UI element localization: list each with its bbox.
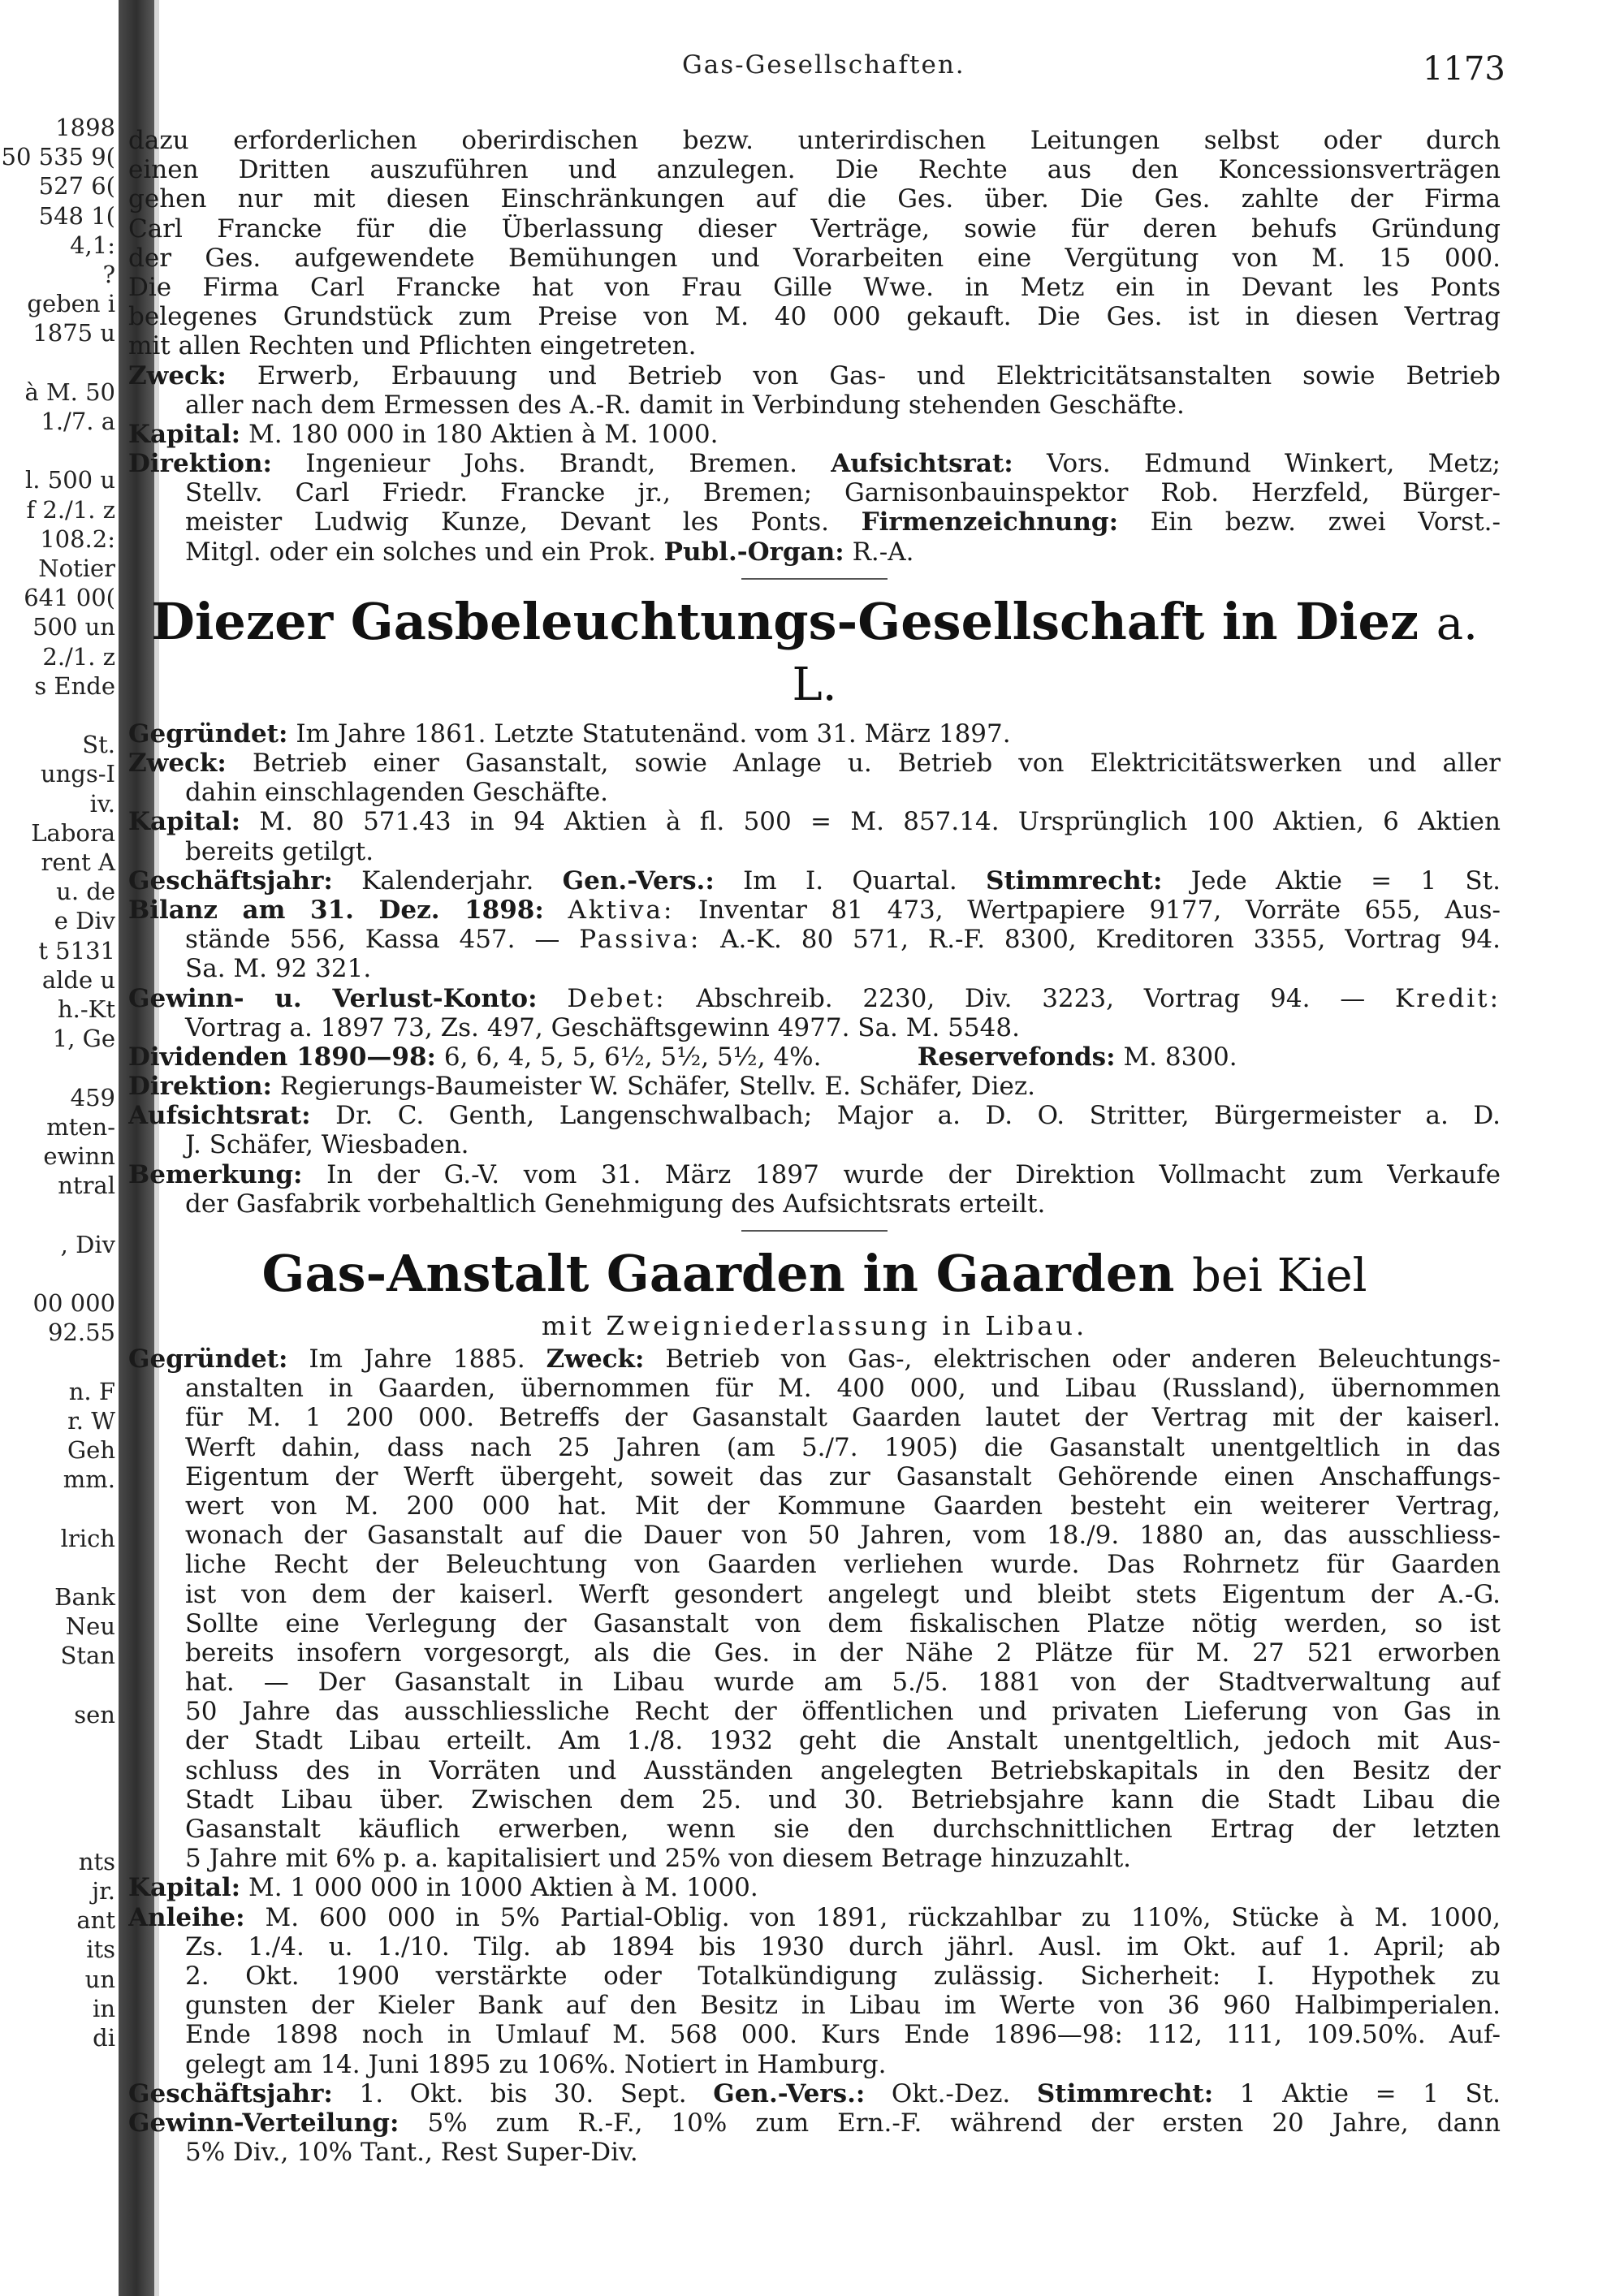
kapital-line xyxy=(128,807,1501,836)
facing-page-margin xyxy=(0,114,122,2257)
direktion-label: Direktion: xyxy=(128,449,272,479)
text-line: Eigentum der Werft übergeht, soweit das zur Gasanstalt Gehörende einen Anschaffungs- xyxy=(185,1461,1501,1491)
direktion-line xyxy=(128,449,1501,478)
section-divider xyxy=(741,578,888,580)
dividenden-label: Dividenden 1890—98: xyxy=(128,1042,436,1072)
facing-page-fragment: 108.2: xyxy=(40,524,115,553)
text-segment: Kalenderjahr. xyxy=(361,865,534,896)
text-line: der Stadt Libau erteilt. Am 1./8. 1932 geht die Anstalt unentgeltlich, jedoch mit Aus- xyxy=(185,1726,1501,1756)
reservefonds-label: Reservefonds: xyxy=(917,1042,1116,1072)
text-segment: Im Jahre 1885. xyxy=(309,1344,525,1374)
facing-page-fragment: lrich xyxy=(60,1524,115,1552)
text-line: aller nach dem Ermessen des A.-R. damit in Verbindung stehenden Geschäfte. xyxy=(185,390,1185,420)
facing-page-fragment: 50 535 9( xyxy=(1,143,115,171)
bemerkung-line xyxy=(128,1160,1501,1189)
company-title xyxy=(128,593,1501,714)
text-line xyxy=(128,507,1501,537)
facing-page-fragment: ungs-I xyxy=(40,760,115,788)
bilanz-line xyxy=(128,896,1501,925)
company-subtitle: mit Zweigniederlassung in Libau. xyxy=(541,1310,1088,1341)
bemerkung-label: Bemerkung: xyxy=(128,1159,303,1189)
company-title xyxy=(128,1245,1501,1306)
kapital-label: Kapital: xyxy=(128,1873,241,1903)
text-segment: M. 600 000 in 5% Partial-Oblig. von 1891, rückzahlbar zu 110%, Stücke à M. 1000, xyxy=(265,1902,1501,1932)
aufsichtsrat-label: Aufsichtsrat: xyxy=(128,1101,311,1131)
facing-page-fragment: ant xyxy=(76,1906,115,1935)
text-segment: Betrieb von Gas-, elektrischen oder anderen Beleuchtungs- xyxy=(665,1344,1501,1374)
facing-page-fragment: Bank xyxy=(54,1583,115,1611)
aktiva-label: Aktiva: xyxy=(568,895,675,925)
facing-page-fragment: di xyxy=(93,2024,115,2052)
text-segment: Mitgl. oder ein solches und ein Prok. xyxy=(185,537,656,567)
firmenzeichnung-label: Firmenzeichnung: xyxy=(861,507,1119,537)
facing-page-fragment: s Ende xyxy=(34,671,115,700)
text-line xyxy=(128,925,1501,954)
direktion-label: Direktion: xyxy=(128,1072,272,1102)
text-segment: stände 556, Kassa 457. — xyxy=(185,925,560,955)
facing-page-fragment: 1875 u xyxy=(32,319,115,347)
aufsichtsrat-text: Vors. Edmund Winkert, Metz; xyxy=(1047,449,1501,479)
anleihe-line xyxy=(128,1903,1501,1932)
text-line: bereits getilgt. xyxy=(185,836,374,866)
text-line: 50 Jahre das ausschliessliche Recht der öffentlichen und privaten Lieferung von Gas in xyxy=(185,1697,1501,1727)
facing-page-fragment: n. F xyxy=(68,1377,115,1405)
guv-line xyxy=(128,984,1501,1013)
main-text-column xyxy=(128,126,1501,2167)
facing-page-fragment: ntral xyxy=(58,1172,115,1200)
text-line: J. Schäfer, Wiesbaden. xyxy=(185,1130,469,1160)
text-line: gunsten der Kieler Bank auf den Besitz in Libau im Werte von 36 960 Halbimperialen. xyxy=(185,1991,1501,2021)
genvers-label: Gen.-Vers.: xyxy=(713,2078,866,2108)
text-segment: meister Ludwig Kunze, Devant les Ponts. xyxy=(185,507,830,537)
text-line: hat. — Der Gasanstalt in Libau wurde am 5./5. 1881 von der Stadtverwaltung auf xyxy=(185,1668,1501,1698)
stimmrecht-label: Stimmrecht: xyxy=(1036,2078,1214,2108)
facing-page-fragment: u. de xyxy=(56,878,115,906)
passiva-label: Passiva: xyxy=(579,925,702,955)
running-header: Gas-Gesellschaften. xyxy=(682,50,965,80)
text-segment: Abschreib. 2230, Div. 3223, Vortrag 94. — xyxy=(696,983,1366,1013)
facing-page-fragment: t 5131 xyxy=(38,936,115,965)
kapital-label: Kapital: xyxy=(128,419,241,449)
gegruendet-line xyxy=(128,719,1501,749)
gegruendet-line xyxy=(128,1344,1501,1374)
facing-page-fragment: rent A xyxy=(41,848,115,876)
dividenden-line xyxy=(128,1042,1501,1072)
facing-page-fragment: 527 6( xyxy=(38,172,115,201)
facing-page-fragment: nts xyxy=(78,1847,115,1875)
facing-page-fragment: , Div xyxy=(60,1230,115,1258)
text-segment: Jede Aktie = 1 St. xyxy=(1190,865,1501,896)
text-line: mit allen Rechten und Pflichten eingetreten. xyxy=(128,331,697,361)
text-line: dazu erforderlichen oberirdischen bezw. unterirdischen Leitungen selbst oder durch xyxy=(128,126,1501,155)
previous-entry xyxy=(128,126,1501,567)
kapital-line xyxy=(128,1873,1501,1902)
text-line: 5 Jahre mit 6% p. a. kapitalisiert und 25% von diesem Betrage hinzuzahlt. xyxy=(185,1844,1132,1874)
text-line: Sollte eine Verlegung der Gasanstalt von dem fiskalischen Platze nötig werden, so ist xyxy=(185,1608,1501,1638)
direktion-line xyxy=(128,1072,1501,1101)
facing-page-fragment: geben i xyxy=(27,290,115,318)
text-segment: Dr. C. Genth, Langenschwalbach; Major a. D. O. Stritter, Bürgermeister a. D. xyxy=(335,1101,1501,1131)
company-title-suffix: bei Kiel xyxy=(1192,1249,1367,1302)
facing-page-fragment: 641 00( xyxy=(24,584,115,612)
geschaeftsjahr-line xyxy=(128,866,1501,896)
facing-page-fragment: 1, Ge xyxy=(52,1025,115,1053)
entry-diez xyxy=(128,593,1501,1219)
text-line: schluss des in Vorräten und Ausständen angelegten Betriebskapitals in den Besitz der xyxy=(185,1755,1501,1785)
aufsichtsrat-line xyxy=(128,1101,1501,1130)
facing-page-fragment: mm. xyxy=(63,1465,115,1494)
text-line: gelegt am 14. Juni 1895 zu 106%. Notiert in Hamburg. xyxy=(185,2049,887,2079)
kapital-text: M. 80 571.43 in 94 Aktien à fl. 500 = M. 857.14. Ursprünglich 100 Aktien, 6 Aktien xyxy=(259,807,1501,837)
kapital-line xyxy=(128,420,1501,449)
facing-page-fragment: mten- xyxy=(46,1112,115,1141)
text-segment: Im I. Quartal. xyxy=(743,865,957,896)
facing-page-fragment: alde u xyxy=(41,965,115,994)
text-line: Sa. M. 92 321. xyxy=(185,954,372,984)
section-divider xyxy=(741,1230,888,1232)
text-line: für M. 1 200 000. Betreffs der Gasanstalt Gaarden lautet der Vertrag mit der kaiserl. xyxy=(185,1403,1501,1433)
text-segment: 1 Aktie = 1 St. xyxy=(1239,2078,1501,2108)
bilanz-label: Bilanz am 31. Dez. 1898: xyxy=(128,895,544,925)
gewinn-verteilung-line xyxy=(128,2108,1501,2138)
geschaeftsjahr-label: Geschäftsjahr: xyxy=(128,865,333,896)
facing-page-fragment: 00 000 xyxy=(32,1289,115,1317)
anleihe-label: Anleihe: xyxy=(128,1902,245,1932)
facing-page-fragment: 500 un xyxy=(32,613,115,641)
facing-page-fragment: jr. xyxy=(92,1877,115,1905)
facing-page-fragment: l. 500 u xyxy=(25,466,115,494)
text-line: Stellv. Carl Friedr. Francke jr., Bremen; Garnisonbauinspektor Rob. Herzfeld, Bürger- xyxy=(185,478,1501,508)
text-line: 5% Div., 10% Tant., Rest Super-Div. xyxy=(185,2138,638,2168)
text-line: Die Firma Carl Francke hat von Frau Gille Wwe. in Metz ein in Devant les Ponts xyxy=(128,272,1501,302)
text-line: der Gasfabrik vorbehaltlich Genehmigung des Aufsichtsrats erteilt. xyxy=(185,1189,1046,1219)
facing-page-fragment: 459 xyxy=(70,1083,115,1111)
kredit-label: Kredit: xyxy=(1395,983,1501,1013)
zweck-text: Erwerb, Erbauung und Betrieb von Gas- und Elektricitätsanstalten sowie Betrieb xyxy=(257,360,1501,391)
zweck-text: Betrieb einer Gasanstalt, sowie Anlage u. Betrieb von Elektricitätswerken und aller xyxy=(252,749,1501,778)
text-segment: A.-K. 80 571, R.-F. 8300, Kreditoren 3355, Vortrag 94. xyxy=(720,925,1501,955)
gegruendet-label: Gegründet: xyxy=(128,719,288,749)
stimmrecht-label: Stimmrecht: xyxy=(986,865,1163,896)
text-line: Werft dahin, dass nach 25 Jahren (am 5./7. 1905) die Gasanstalt unentgeltlich in das xyxy=(185,1432,1501,1462)
genvers-label: Gen.-Vers.: xyxy=(562,865,715,896)
guv-label: Gewinn- u. Verlust-Konto: xyxy=(128,983,538,1013)
text-line: bereits insofern vorgesorgt, als die Ges. in der Nähe 2 Plätze für M. 27 521 erworben xyxy=(185,1638,1501,1668)
text-line: gehen nur mit diesen Einschränkungen auf die Ges. über. Die Ges. zahlte der Firma xyxy=(128,184,1501,214)
kapital-label: Kapital: xyxy=(128,807,241,837)
text-line: Zs. 1./4. u. 1./10. Tilg. ab 1894 bis 1930 durch jährl. Ausl. im Okt. auf 1. April; ab xyxy=(185,1931,1501,1962)
zweck-line xyxy=(128,749,1501,778)
direktion-text: Ingenieur Johs. Brandt, Bremen. xyxy=(305,449,797,479)
facing-page-fragment: 92.55 xyxy=(47,1318,115,1347)
facing-page-fragment: 1898 xyxy=(55,114,115,141)
text-line: dahin einschlagenden Geschäfte. xyxy=(185,778,609,808)
zweck-label: Zweck: xyxy=(128,360,227,391)
facing-page-fragment: e Div xyxy=(54,907,115,935)
facing-page-fragment: ewinn xyxy=(43,1142,115,1170)
zweck-line xyxy=(128,361,1501,391)
aufsichtsrat-label: Aufsichtsrat: xyxy=(831,449,1013,479)
text-segment: Okt.-Dez. xyxy=(891,2078,1011,2108)
facing-page-fragment: à M. 50 xyxy=(24,378,115,406)
text-segment: 1. Okt. bis 30. Sept. xyxy=(359,2078,687,2108)
text-segment: In der G.-V. vom 31. März 1897 wurde der Direktion Vollmacht zum Verkaufe xyxy=(326,1159,1501,1189)
kapital-text: M. 180 000 in 180 Aktien à M. 1000. xyxy=(248,419,719,449)
facing-page-fragment: Stan xyxy=(60,1642,115,1670)
facing-page-fragment: Geh xyxy=(67,1436,115,1464)
zweck-label: Zweck: xyxy=(128,749,227,778)
company-title-suffix: a. L. xyxy=(792,597,1478,711)
facing-page-fragment: iv. xyxy=(89,789,115,818)
facing-page-fragment: r. W xyxy=(67,1406,115,1435)
gewinn-verteilung-label: Gewinn-Verteilung: xyxy=(128,2108,400,2138)
facing-page-fragment: 4,1: xyxy=(70,231,115,259)
debet-label: Debet: xyxy=(567,983,667,1013)
company-title-main: Gas-Anstalt Gaarden in Gaarden xyxy=(261,1244,1175,1303)
text-line: 2. Okt. 1900 verstärkte oder Totalkündigung zulässig. Sicherheit: I. Hypothek zu xyxy=(185,1961,1501,1991)
text-line xyxy=(128,537,1501,567)
text-line: Stadt Libau über. Zwischen dem 25. und 30. Betriebsjahre kann die Stadt Libau die xyxy=(185,1785,1501,1815)
facing-page-fragment: ? xyxy=(102,261,115,288)
gegruendet-label: Gegründet: xyxy=(128,1344,288,1374)
facing-page-fragment: 2./1. z xyxy=(42,642,115,671)
text-line: Gasanstalt käuflich erwerben, wenn sie den durchschnittlichen Ertrag der letzten xyxy=(185,1815,1501,1844)
text-segment: R.-A. xyxy=(852,537,914,567)
page-number: 1173 xyxy=(1423,50,1505,88)
facing-page-fragment: Neu xyxy=(65,1612,115,1641)
facing-page-fragment: sen xyxy=(74,1700,115,1728)
facing-page-fragment: Notier xyxy=(38,555,115,582)
geschaeftsjahr-label: Geschäftsjahr: xyxy=(128,2078,333,2108)
facing-page-fragment: its xyxy=(86,1936,115,1964)
gegruendet-text: Im Jahre 1861. Letzte Statutenänd. vom 31. März 1897. xyxy=(296,719,1011,749)
text-line: Vortrag a. 1897 73, Zs. 497, Geschäftsgewinn 4977. Sa. M. 5548. xyxy=(185,1012,1020,1042)
facing-page-fragment: in xyxy=(93,1994,115,2022)
text-segment: Regierungs-Baumeister W. Schäfer, Stellv. E. Schäfer, Diez. xyxy=(279,1072,1036,1102)
facing-page-fragment: 1./7. a xyxy=(41,408,115,435)
text-line: der Ges. aufgewendete Bemühungen und Vorarbeiten eine Vergütung von M. 15 000. xyxy=(128,243,1501,273)
text-line: wonach der Gasanstalt auf die Dauer von 50 Jahren, vom 18./9. 1880 an, das ausschliess- xyxy=(185,1521,1501,1551)
facing-page-fragment: St. xyxy=(82,731,115,759)
text-segment: Ein bezw. zwei Vorst.- xyxy=(1150,507,1501,537)
facing-page-fragment: h.-Kt xyxy=(57,995,115,1023)
text-line: liche Recht der Beleuchtung von Gaarden verliehen wurde. Das Rohrnetz für Gaarden xyxy=(185,1550,1501,1580)
facing-page-fragment: Labora xyxy=(31,818,115,847)
text-line: Ende 1898 noch in Umlauf M. 568 000. Kurs Ende 1896—98: 112, 111, 109.50%. Auf- xyxy=(185,2020,1501,2050)
publ-organ-label: Publ.-Organ: xyxy=(663,537,844,567)
text-line: einen Dritten auszuführen und anzulegen. Die Rechte aus den Koncessionsverträgen xyxy=(128,155,1501,185)
text-segment: Inventar 81 473, Wertpapiere 9177, Vorräte 655, Aus- xyxy=(698,895,1501,925)
text-line: anstalten in Gaarden, übernommen für M. 400 000, und Libau (Russland), übernommen xyxy=(185,1374,1501,1404)
facing-page-fragment: 548 1( xyxy=(38,201,115,230)
company-title-main: Diezer Gasbeleuchtungs-Gesellschaft in Diez xyxy=(151,591,1419,651)
text-line: belegenes Grundstück zum Preise von M. 40 000 gekauft. Die Ges. ist in diesen Vertrag xyxy=(128,302,1501,332)
entry-gaarden xyxy=(128,1245,1501,2167)
geschaeftsjahr-line xyxy=(128,2079,1501,2108)
text-segment: 6, 6, 4, 5, 5, 6½, 5½, 5½, 4%. xyxy=(443,1042,822,1072)
facing-page-fragment: un xyxy=(84,1965,115,1993)
text-line: Carl Francke für die Überlassung dieser Verträge, sowie für deren behufs Gründung xyxy=(128,214,1501,244)
text-line: ist von dem der kaiserl. Werft gesondert angelegt und bleibt stets Eigentum der A.-G. xyxy=(185,1579,1501,1609)
facing-page-fragment: f 2./1. z xyxy=(26,495,115,524)
text-segment: M. 1 000 000 in 1000 Aktien à M. 1000. xyxy=(248,1873,758,1903)
zweck-label: Zweck: xyxy=(546,1344,645,1374)
text-line: wert von M. 200 000 hat. Mit der Kommune Gaarden besteht ein weiterer Vertrag, xyxy=(185,1491,1501,1521)
text-segment: M. 8300. xyxy=(1123,1042,1237,1072)
text-segment: 5% zum R.-F., 10% zum Ern.-F. während der ersten 20 Jahre, dann xyxy=(427,2108,1501,2138)
